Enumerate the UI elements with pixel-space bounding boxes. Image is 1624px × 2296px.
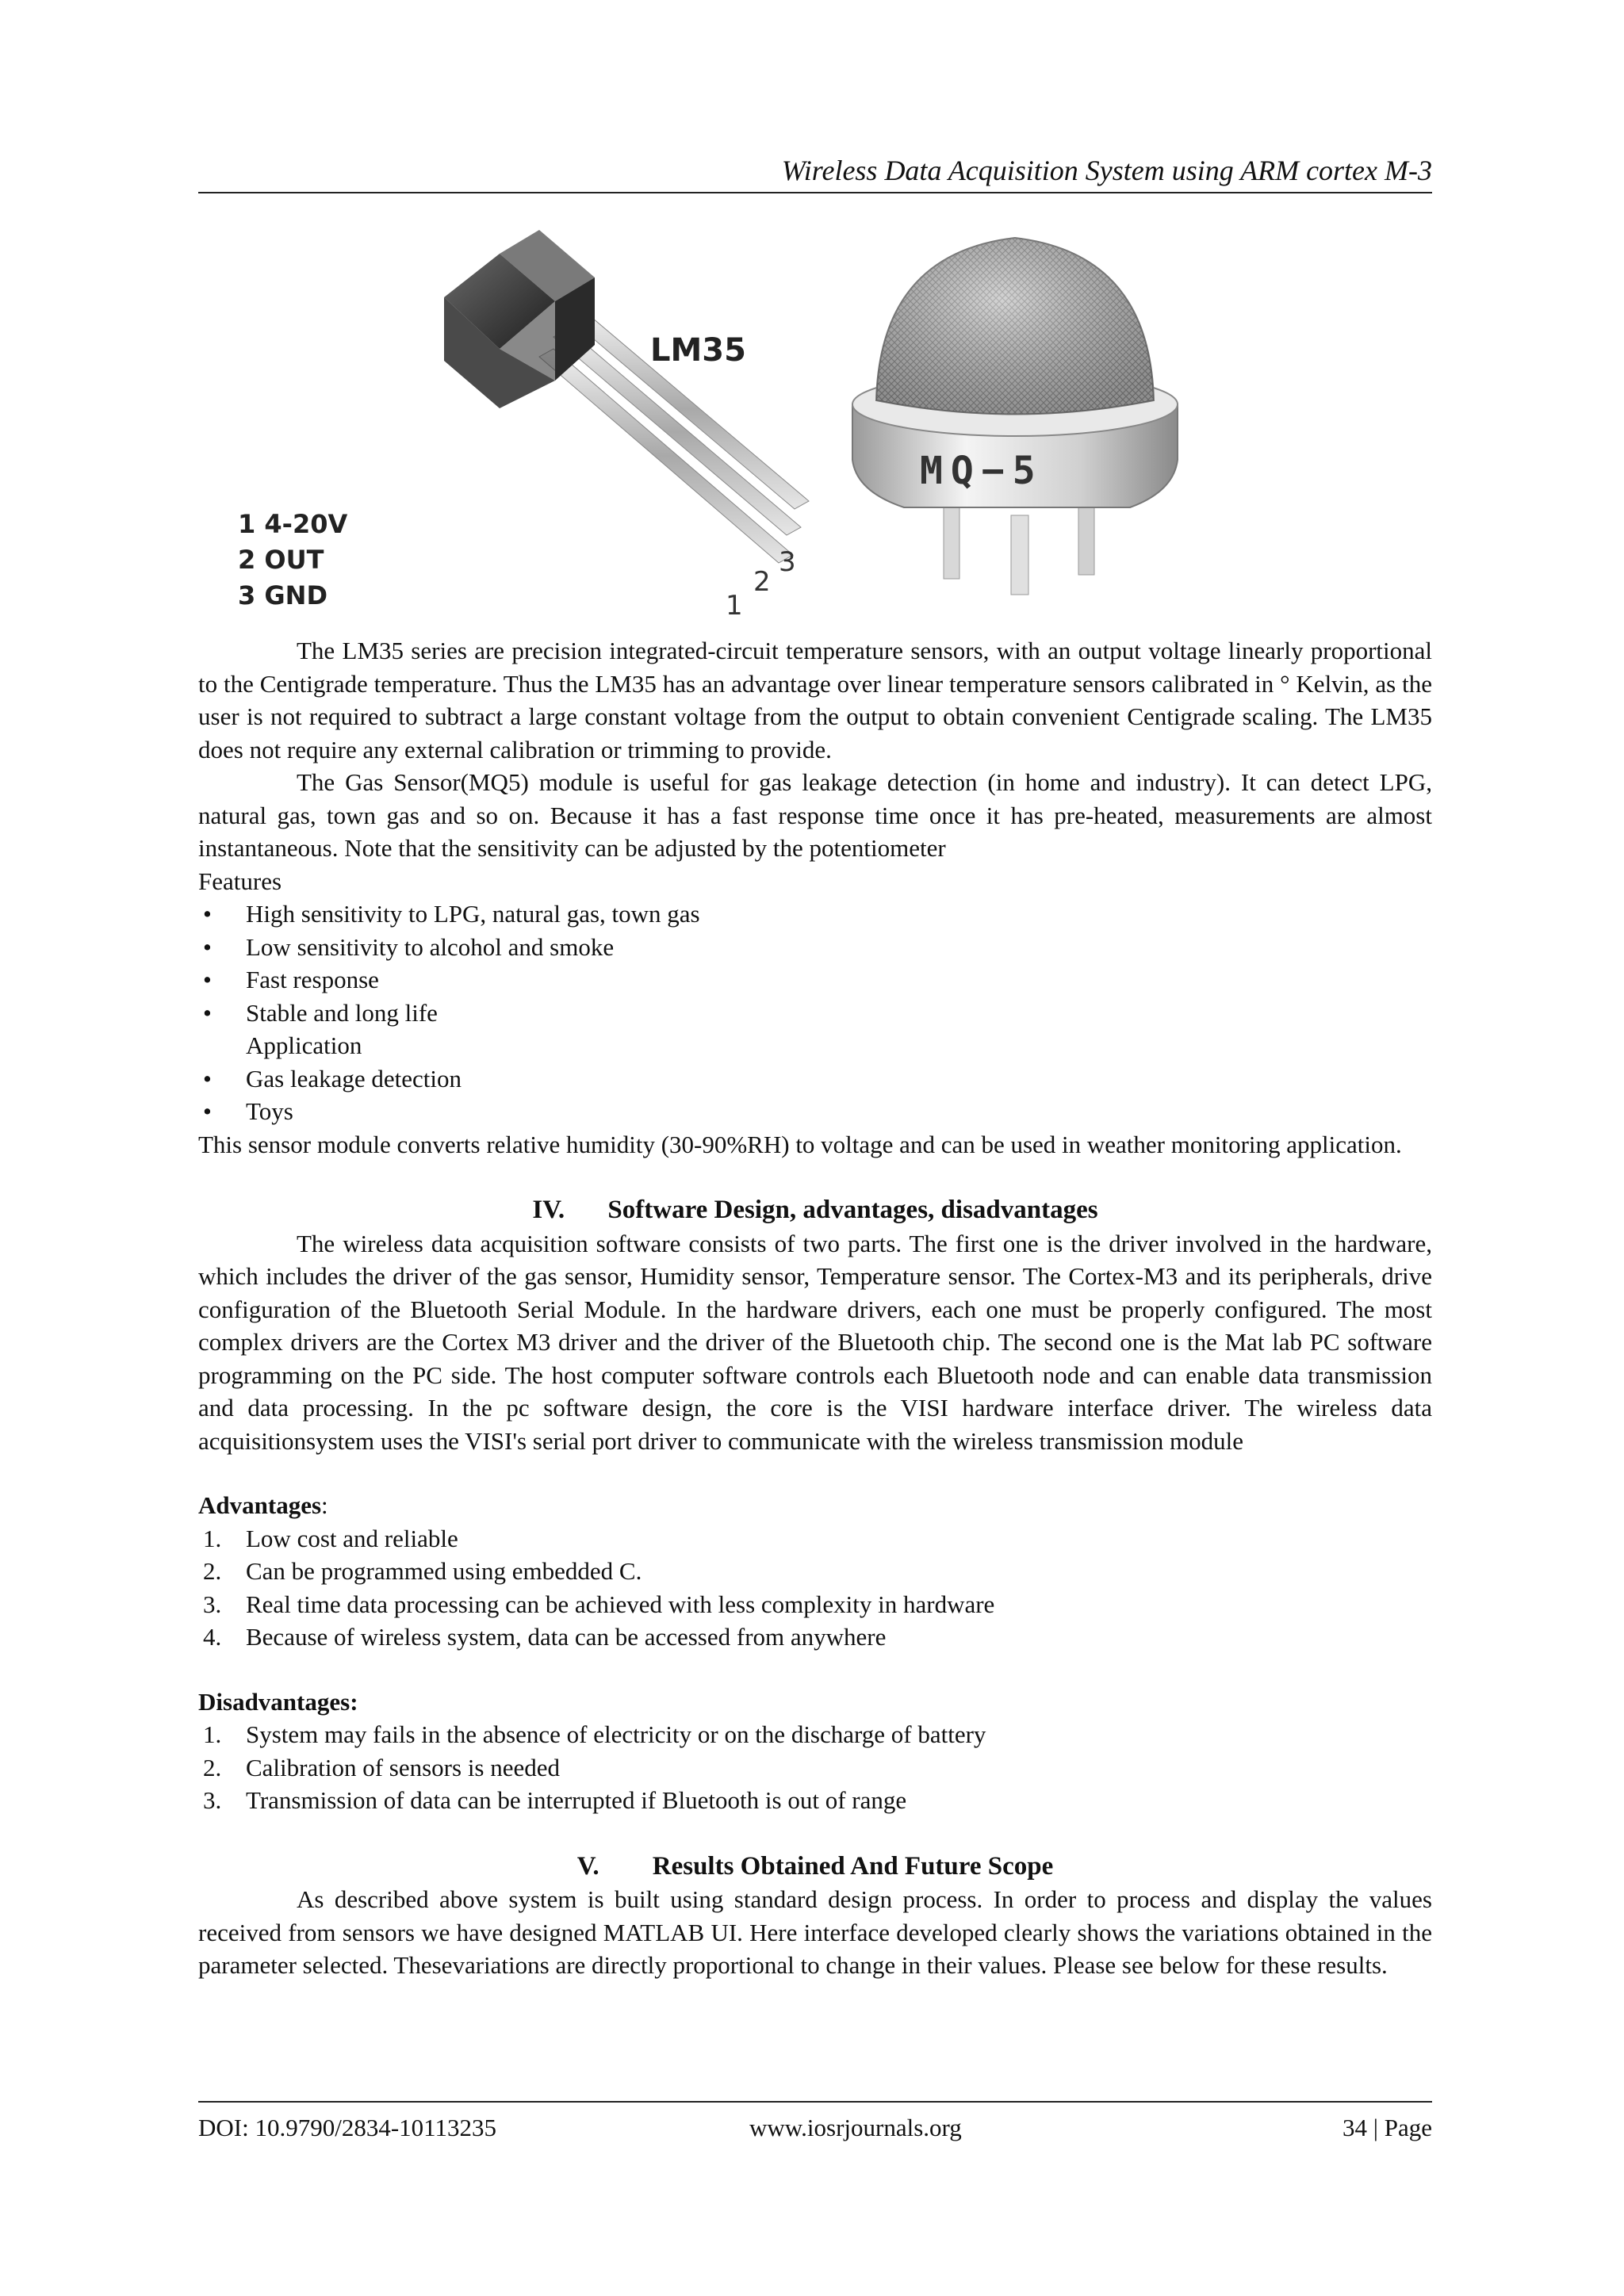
application-label: Application (246, 1031, 362, 1059)
lm35-paragraph: The LM35 series are precision integrated-circuit temperature sensors, with an output voltage linearly proportional to the Centigrade temperature. Thus the LM35 has an advantage over linear temperature sensors calibrated in ° Kelvin, as the user is not required to subtract a large constant voltage from the output to obtain convenient Centigrade scaling. The LM35 does not require any external calibration or trimming to provide. (198, 637, 1432, 763)
disadvantages-heading: Disadvantages: (198, 1687, 358, 1716)
section-4-body: The wireless data acquisition software consists of two parts. The first one is the driver involved in the hardware, which includes the driver of the gas sensor, Humidity sensor, Temperature sensor. The Cortex-M3 and its peripherals, drive configuration of the Bluetooth Serial Module. In the hardware drivers, each one must be properly configured. The most complex drivers are the Cortex M3 driver and the driver of the Bluetooth chip. The second one is the Mat lab PC software programming on the PC side. The host computer software controls each Bluetooth node and can enable data transmission and data processing. In the pc software design, the core is the VISI hardware interface driver. The wireless data acquisitionsystem uses the VISI's serial port driver to communicate with the wireless transmission module (198, 1229, 1432, 1455)
advantages-list (198, 1522, 1432, 1654)
list-item: • Fast response (198, 963, 1432, 997)
section-4-heading (198, 1194, 1432, 1227)
features-list (198, 897, 1432, 1128)
list-item: • Low sensitivity to alcohol and smoke (198, 931, 1432, 964)
bullet-icon: • (203, 1064, 212, 1093)
section-5-heading (198, 1850, 1432, 1884)
features-label: Features (198, 867, 282, 895)
bullet-icon: • (203, 966, 212, 993)
list-item: 3. Real time data processing can be achieved with less complexity in hardware (203, 1590, 995, 1618)
lm35-pinout-3: 3 GND (238, 580, 328, 610)
list-item: 1. Low cost and reliable (203, 1524, 458, 1552)
bullet-icon: • (203, 1097, 212, 1125)
mq5-sensor (852, 238, 1178, 595)
lm35-pin-number-2: 2 (753, 566, 771, 598)
mq5-pins (944, 507, 1094, 595)
list-item: 2. Calibration of sensors is needed (203, 1753, 561, 1781)
humidity-paragraph: This sensor module converts relative humidity (30-90%RH) to voltage and can be used in weather monitoring application. (198, 1130, 1402, 1158)
list-item: • Stable and long life (198, 997, 1432, 1030)
running-header: Wireless Data Acquisition System using ARM cortex M-3 (781, 155, 1432, 186)
lm35-sensor (238, 230, 809, 622)
lm35-pinout-1: 1 4-20V (238, 509, 348, 539)
disadvantages-list (198, 1718, 1432, 1817)
list-item: 4. Because of wireless system, data can be accessed from anywhere (203, 1623, 887, 1651)
footer-rule (198, 2101, 1432, 2103)
section-5-number: V. (576, 1851, 599, 1881)
sensor-figure (238, 222, 1285, 634)
lm35-pinout-2: 2 OUT (238, 545, 324, 575)
sensor-illustration (238, 222, 1285, 634)
bullet-icon: • (203, 998, 212, 1027)
list-item: • Toys (198, 1095, 1432, 1128)
header-rule (198, 192, 1432, 193)
list-item: 2. Can be programmed using embedded C. (203, 1557, 642, 1585)
list-item: • Gas leakage detection (198, 1062, 1432, 1096)
list-item: 3. Transmission of data can be interrupted if Bluetooth is out of range (203, 1786, 907, 1814)
section-4-title: Software Design, advantages, disadvantages (607, 1196, 1098, 1224)
section-4-number: IV. (532, 1196, 565, 1224)
mq5-paragraph: The Gas Sensor(MQ5) module is useful for gas leakage detection (in home and industry). It can detect LPG, natural gas, town gas and so on. Because it has a fast response time once it has pre-heated, measurements are almost instantaneous. Note that the sensitivity can be adjusted by the potentiometer (198, 768, 1432, 862)
section-5-title: Results Obtained And Future Scope (652, 1851, 1054, 1881)
list-item: • High sensitivity to LPG, natural gas, town gas (198, 897, 1432, 931)
list-item: 1. System may fails in the absence of electricity or on the discharge of battery (203, 1720, 986, 1748)
mq5-label: MQ−5 (920, 449, 1044, 493)
advantages-heading: Advantages: (198, 1491, 328, 1519)
section-5-body: As described above system is built using standard design process. In order to process and display the values received from sensors we have designed MATLAB UI. Here interface developed clearly shows the variations obtained in the parameter selected. Thesevariations are directly proportional to change in their values. Please see below for these results. (198, 1885, 1432, 1979)
bullet-icon: • (203, 900, 212, 928)
footer-url[interactable]: www.iosrjournals.org (749, 2114, 962, 2141)
lm35-pin-number-3: 3 (779, 546, 796, 578)
page-footer (198, 2110, 1432, 2145)
footer-doi: DOI: 10.9790/2834-10113235 (198, 2114, 496, 2141)
mq5-mesh-dome (876, 238, 1154, 415)
bullet-icon: • (203, 932, 212, 961)
page-body (198, 634, 1432, 1982)
lm35-pin-number-1: 1 (726, 590, 743, 622)
lm35-title: LM35 (650, 332, 746, 369)
footer-page-number: 34 | Page (1342, 2114, 1432, 2141)
